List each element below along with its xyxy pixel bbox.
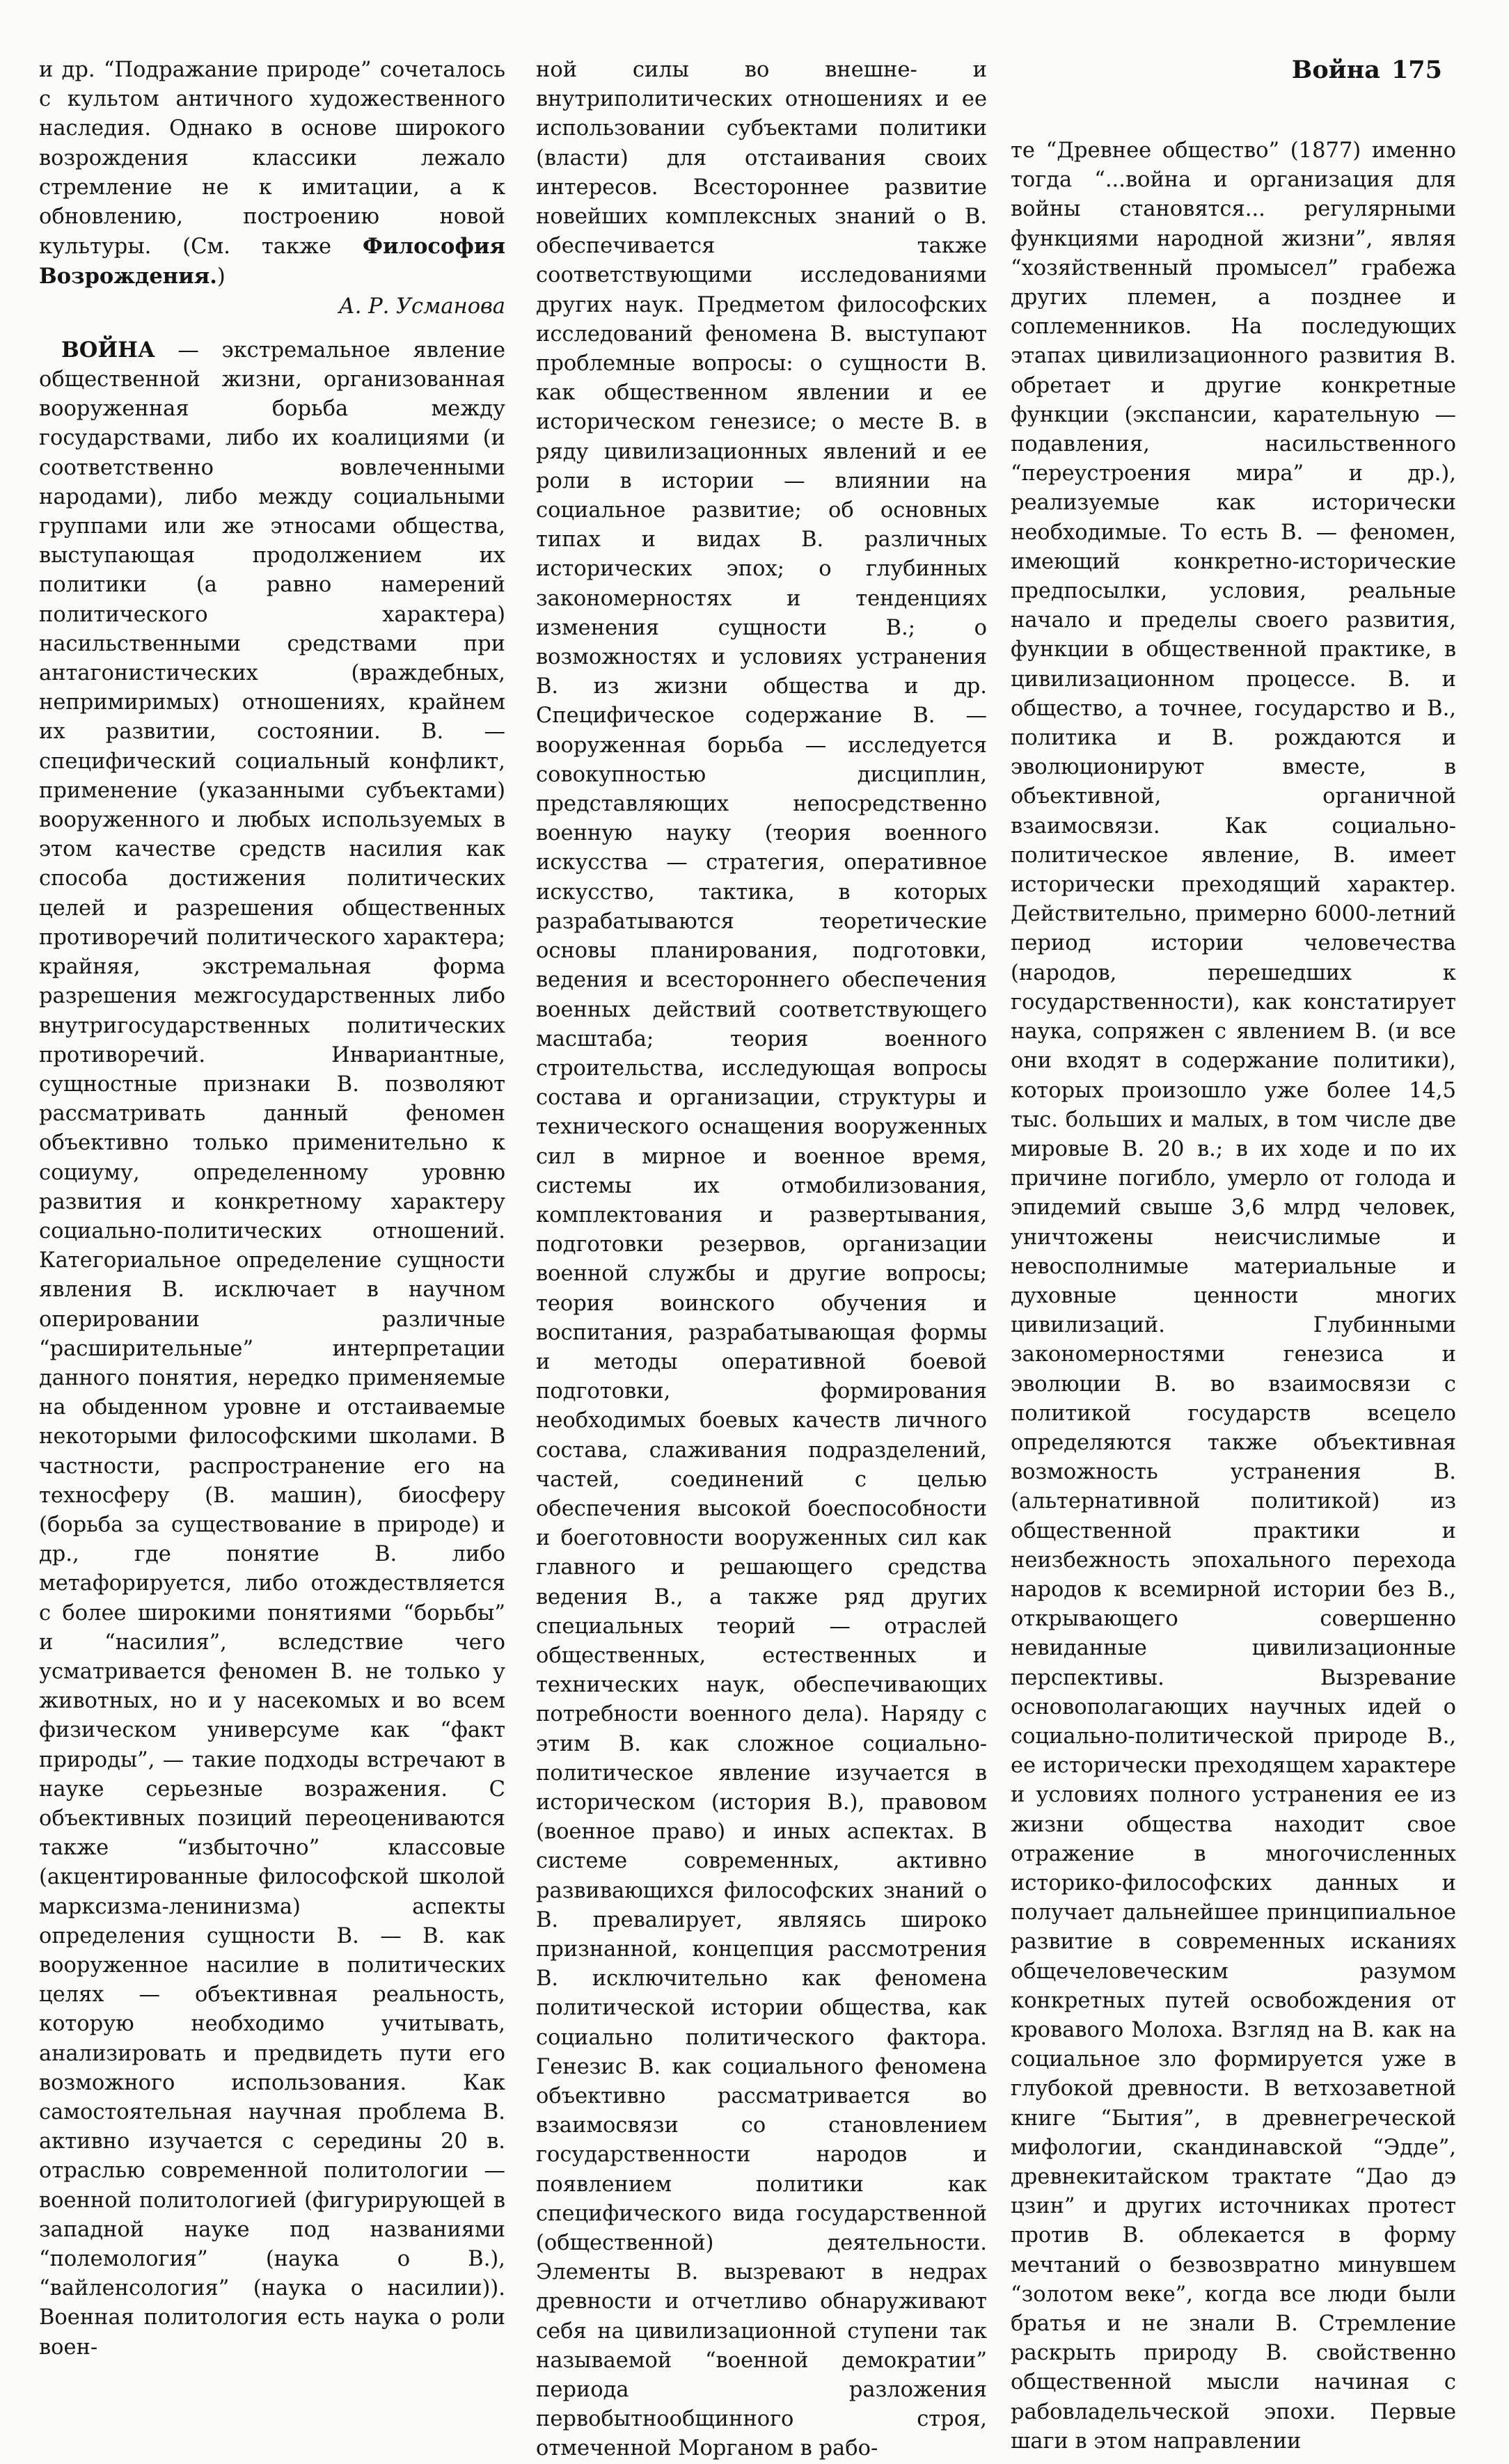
entry-body-part-3: те “Древнее общество” (1877) именно тогда “...война и организация для войны становятся... регулярными функциями народной жизни”, являя “хозяйственный промысел” грабежа других племен, а позднее и соплеменников. На последующих этапах цивилизационного развития В. обретает и другие конкретные функции (экспансии, карательную — подавления, насильственного “переустроения мира” и др.), реализуемые как исторически необходимые. То есть В. — феномен, имеющий конкретно-исторические предпосылки, условия, реальные начало и пределы своего развития, функции в общественной практике, в цивилизационном процессе. В. и общество, а точнее, государство и В., политика и В. рождаются и эволюционируют вместе, в объективной, органичной взаимосвязи. Как социально-политическое явление, В. имеет исторически преходящий характер. Действительно, примерно 6000-летний период истории человечества (народов, перешедших к государственности), как констатирует наука, сопряжен с явлением В. (и все они входят в содержание политики), которых произошло уже более 14,5 тыс. больших и малых, в том числе две мировые В. 20 в.; в их ходе и по их причине погибло, умерло от голода и эпидемий свыше 3,6 млрд человек, уничтожены неисчислимые и невосполнимые материальные и духовные ценности многих цивилизаций. Глубинными закономерностями генезиса и эволюции В. во взаимосвязи с политикой государств всецело определяются также объективная возможность устранения В. (альтернативной политикой) из общественной практики и неизбежность эпохального перехода народов к всемирной истории без В., открывающего совершенно невиданные цивилизационные перспективы. Вызревание основополагающих научных идей о социально-политической природе В., ее исторически преходящем характере и условиях полного устранения ее из жизни общества находит свое отражение в многочисленных историко-философских данных и получает дальнейшее принципиальное развитие в современных исканиях общечеловеческим разумом конкретных путей освобождения от кровавого Молоха. Взгляд на В. как на социальное зло формируется уже в глубокой древности. В ветхозаветной книге “Бытия”, в древнегреческой мифологии, скандинавской “Эдде”, древнекитайском трактате “Дао дэ цзин” и других источниках протест против В. облекается в форму мечтаний о безвозвратно минувшем “золотом веке”, когда все люди были братья и не знали В. Стремление раскрыть природу В. свойственно общественной мысли начиная с рабовладельческой эпохи. Первые шаги в этом направлении [1011, 138, 1456, 2454]
previous-entry-text: и др. “Подражание природе” сочеталось с культом античного художественного наследия. Однако в основе широкого возрождения классики лежало стремление не к имитации, а к обновлению, построению новой культуры. (См. также [39, 58, 505, 260]
column-1 [39, 56, 505, 2362]
running-header [1292, 56, 1442, 84]
running-head-title: Война [1291, 56, 1380, 84]
entry-body-part-2: ной силы во внешне- и внутриполитических отношениях и ее использовании субъектами политики (власти) для отстаивания своих интересов. Всестороннее развитие новейших комплексных знаний о В. обеспечивается также соответствующими исследованиями других наук. Предметом философских исследований феномена В. выступают проблемные вопросы: о сущности В. как общественном явлении и ее историческом генезисе; о месте В. в ряду цивилизационных явлений и ее роли в истории — влиянии на социальное развитие; об основных типах и видах В. различных исторических эпох; о глубинных закономерностях и тенденциях изменения сущности В.; о возможностях и условиях устранения В. из жизни общества и др. Специфическое содержание В. — вооруженная борьба — исследуется совокупностью дисциплин, представляющих непосредственно военную науку (теория военного искусства — стратегия, оперативное искусство, тактика, в которых разрабатываются теоретические основы планирования, подготовки, ведения и всестороннего обеспечения военных действий соответствующего масштаба; теория военного строительства, исследующая вопросы состава и организации, структуры и технического оснащения вооруженных сил в мирное и военное время, системы их отмобилизования, комплектования и развертывания, подготовки резервов, организации военной службы и другие вопросы; теория воинского обучения и воспитания, разрабатывающая формы и методы оперативной боевой подготовки, формирования необходимых боевых качеств личного состава, слаживания подразделений, частей, соединений с целью обеспечения высокой боеспособности и боеготовности вооруженных сил как главного и решающего средства ведения В., а также ряд других специальных теорий — отраслей общественных, естественных и технических наук, обеспечивающих потребности военного дела). Наряду с этим В. как сложное социально-политическое явление изучается в историческом (история В.), правовом (военное право) и иных аспектах. В системе современных, активно развивающихся философских знаний о В. превалирует, являясь широко признанной, концепция рассмотрения В. исключительно как феномена политической истории общества, как социально политического фактора. Генезис В. как социального феномена объективно рассматривается во взаимосвязи со становлением государственности народов и появлением политики как специфического вида государственной (общественной) деятельности. Элементы В. вызревают в недрах древности и отчетливо обнаруживают себя на цивилизационной ступени так называемой “военной демократии” периода разложения первобытнообщинного строя, отмеченной Морганом в рабо- [536, 58, 987, 2461]
previous-entry-ending [39, 56, 505, 292]
article-author: А. Р. Усманова [338, 294, 505, 319]
column-2 [536, 56, 987, 2464]
previous-entry-close: ) [216, 264, 226, 289]
page-number: 175 [1391, 56, 1442, 84]
entry-war-start [39, 335, 505, 2362]
column-3 [1011, 136, 1456, 2456]
entry-body-part-1: — экстремальное явление общественной жизни, организованная вооруженная борьба между государствами, либо их коалициями (и соответственно вовлеченными народами), либо между социальными группами или же этносами общества, выступающая продолжением их политики (а равно намерений политического характера) насильственными средствами при антагонистических (враждебных, непримиримых) отношениях, крайнем их развитии, состоянии. В. — специфический социальный конфликт, применение (указанными субъектами) вооруженного и любых используемых в этом качестве средств насилия как способа достижения политических целей и разрешения общественных противоречий политического характера; крайняя, экстремальная форма разрешения межгосударственных либо внутригосударственных политических противоречий. Инвариантные, сущностные признаки В. позволяют рассматривать данный феномен объективно только применительно к социуму, определенному уровню развития и конкретному характеру социально-политических отношений. Категориальное определение сущности явления В. исключает в научном оперировании различные “расширительные” интерпретации данного понятия, нередко применяемые на обыденном уровне и отстаиваемые некоторыми философскими школами. В частности, распространение его на техносферу (В. машин), биосферу (борьба за существование в природе) и др., где понятие В. либо метафорируется, либо отождествляется с более широкими понятиями “борьбы” и “насилия”, вследствие чего усматривается феномен В. не только у животных, но и у насекомых и во всем физическом универсуме как “факт природы”, — такие подходы встречают в науке серьезные возражения. С объективных позиций переоцениваются также “избыточно” классовые (акцентированные философской школой марксизма-ленинизма) аспекты определения сущности В. — В. как вооруженное насилие в политических целях — объективная реальность, которую необходимо учитывать, анализировать и предвидеть пути его возможного использования. Как самостоятельная научная проблема В. активно изучается с середины 20 в. отраслью современной политологии — военной политологией (фигурирующей в западной науке под названиями “полемология” (наука о В.), “вайленсология” (наука о насилии)). Военная политология есть наука о роли воен- [39, 337, 505, 2360]
see-also-link: Философия Возрождения. [39, 234, 505, 289]
entry-headword: ВОЙНА [61, 337, 155, 363]
